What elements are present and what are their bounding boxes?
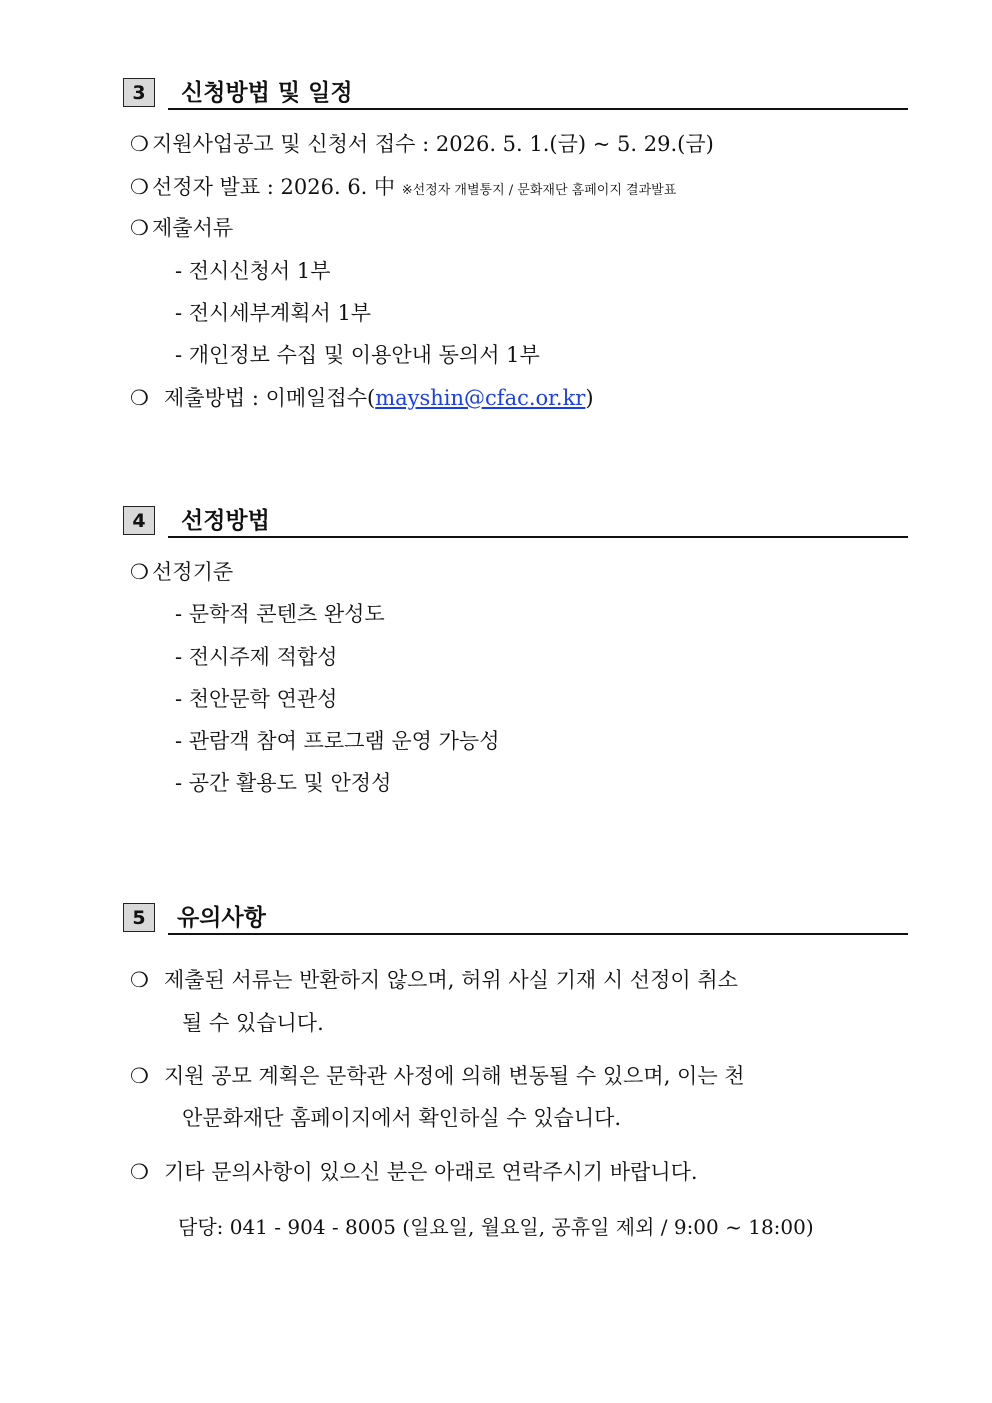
announcement-note: ※선정자 개별통지 / 문화재단 홈페이지 결과발표 [401,183,677,198]
criteria-heading: ❍ 선정기준 [130,560,234,584]
circle-bullet-icon: ❍ [130,1160,149,1184]
section-title: 선정방법 [181,508,270,534]
notice-2: ❍ 지원 공모 계획은 문학관 사정에 의해 변동될 수 있으며, 이는 천 [130,1064,745,1088]
section-4-header [123,506,908,540]
notice-3: ❍ 기타 문의사항이 있으신 분은 아래로 연락주시기 바랍니다. [130,1160,698,1184]
criteria-item: - 관람객 참여 프로그램 운영 가능성 [175,729,500,753]
criteria-item: - 공간 활용도 및 안정성 [175,771,392,795]
section-divider [168,536,908,538]
documents-heading: ❍ 제출서류 [130,216,234,240]
document-item: - 전시신청서 1부 [175,259,331,283]
section-number: 3 [123,78,155,107]
circle-bullet-icon: ❍ [130,386,149,410]
notice-2-continued: 안문화재단 홈페이지에서 확인하실 수 있습니다. [182,1106,622,1130]
section-3-header [123,78,908,112]
section-divider [168,933,908,935]
section-number: 5 [123,903,155,932]
circle-bullet-icon: ❍ [130,132,149,156]
section-number: 4 [123,506,155,535]
circle-bullet-icon: ❍ [130,560,149,584]
document-item: - 개인정보 수집 및 이용안내 동의서 1부 [175,343,540,367]
circle-bullet-icon: ❍ [130,968,149,992]
section-title: 유의사항 [177,905,266,931]
notice-1-continued: 될 수 있습니다. [182,1011,324,1035]
notice-1: ❍ 제출된 서류는 반환하지 않으며, 허위 사실 기재 시 선정이 취소 [130,968,738,992]
circle-bullet-icon: ❍ [130,175,149,199]
criteria-item: - 문학적 콘텐츠 완성도 [175,602,385,626]
application-period: ❍ 지원사업공고 및 신청서 접수 : 2026. 5. 1.(금) ~ 5. 29.(금) [130,132,714,156]
criteria-item: - 전시주제 적합성 [175,645,338,669]
document-item: - 전시세부계획서 1부 [175,301,372,325]
section-5-header [123,903,908,937]
criteria-item: - 천안문학 연관성 [175,687,338,711]
circle-bullet-icon: ❍ [130,1064,149,1088]
contact-info: 담당: 041 - 904 - 8005 (일요일, 월요일, 공휴일 제외 / 9:00 ~ 18:00) [178,1215,814,1239]
announcement-date: ❍ 선정자 발표 : 2026. 6. 中 ※선정자 개별통지 / 문화재단 홈페이지 결과발표 [130,175,677,199]
circle-bullet-icon: ❍ [130,216,149,240]
section-title: 신청방법 및 일정 [181,80,353,106]
email-link[interactable]: mayshin@cfac.or.kr [375,386,586,410]
submission-method: ❍ 제출방법 : 이메일접수(mayshin@cfac.or.kr) [130,386,594,410]
section-divider [168,108,908,110]
